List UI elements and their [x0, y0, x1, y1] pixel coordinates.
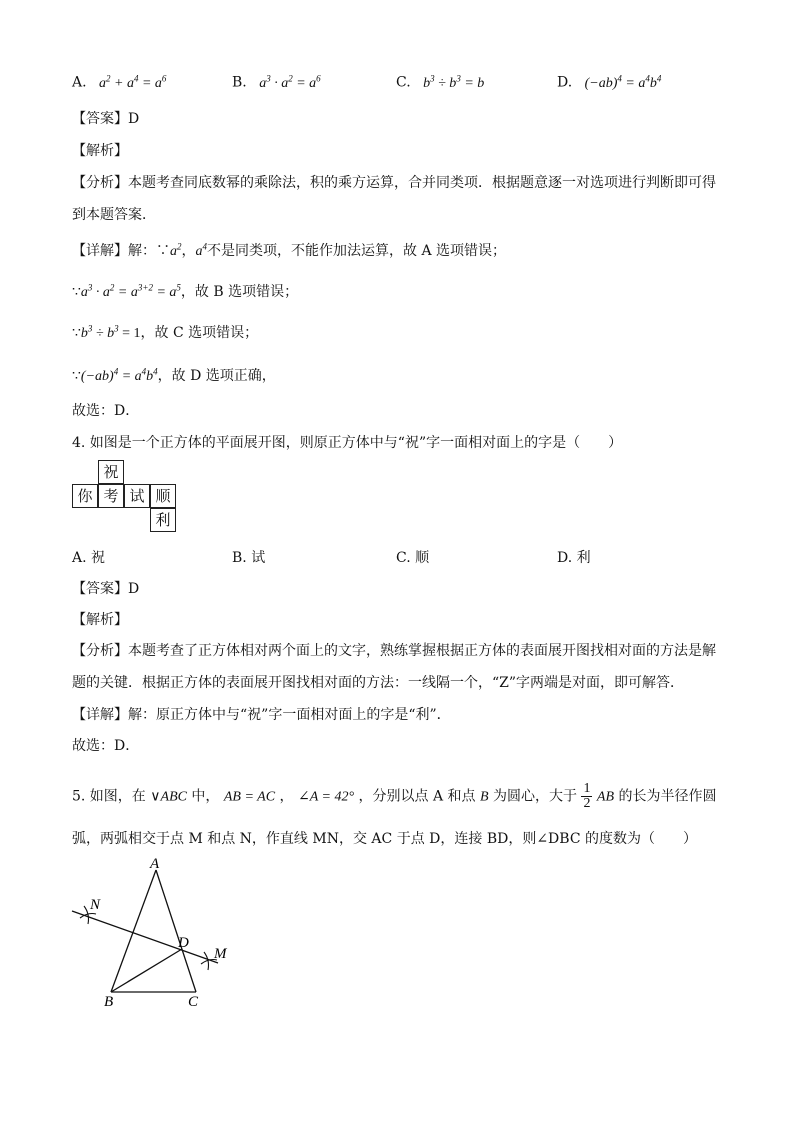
net-cell-row-2: 考 [98, 484, 124, 508]
q4-analysis-tag: 【解析】 [72, 612, 128, 628]
q5-stem-line2: 弧，两弧相交于点 M 和点 N，作直线 MN，交 AC 于点 D，连接 BD，则∠DBC 的度数为（ ） [72, 831, 697, 847]
q5-stem-line1: 5. 如图，在 ∨ABC 中， AB = AC ， ∠A = 42° ，分别以点 A 和点 B 为圆心，大于 1 2 AB 的长为半径作圆 [72, 781, 717, 811]
q4-stem: 4. 如图是一个正方体的平面展开图，则原正方体中与“祝”字一面相对面上的字是（ ） [72, 435, 623, 451]
q4-detail: 【详解】解：原正方体中与“祝”字一面相对面上的字是“利”． [72, 707, 451, 723]
q3-detail-b: $\because a^3 \cdot a^2 = a^{3+2} = a^5$，故 B 选项错误； [72, 282, 299, 300]
q3-detail-c: $\because b^3 \div b^3 = 1$，故 C 选项错误； [72, 323, 259, 341]
net-cell-row-4: 顺 [150, 484, 176, 508]
q3-option-b: B. $a^3 \cdot a^2 = a^6$ [232, 73, 321, 91]
label-n: N [90, 897, 101, 913]
q4-conclusion: 故选：D． [72, 738, 140, 754]
label-b: B [104, 994, 114, 1010]
q3-detail-d: $\because(-ab)^4 = a^4b^4$，故 D 选项正确， [72, 366, 276, 384]
triangle-figure [66, 854, 236, 1014]
net-cell-bottom: 利 [150, 508, 176, 532]
line-mn [72, 911, 218, 963]
net-cell-row-3: 试 [124, 484, 150, 508]
q4-answer: 【答案】D [72, 581, 140, 597]
q3-option-c: C. $b^3 \div b^3 = b$ [396, 73, 485, 91]
q4-option-d: D. 利 [557, 550, 591, 566]
q3-conclusion: 故选：D． [72, 403, 140, 419]
q3-fenxi-line1: 【分析】本题考查同底数幂的乘除法，积的乘方运算，合并同类项．根据题意逐一对选项进行判断即可得 [72, 175, 716, 191]
cube-net-figure [72, 460, 182, 538]
q4-option-a: A. 祝 [72, 550, 106, 566]
q4-fenxi-line1: 【分析】本题考查了正方体相对两个面上的文字，熟练掌握根据正方体的表面展开图找相对面的方法是解 [72, 643, 716, 659]
side-ac [156, 870, 196, 992]
label-a: A [150, 856, 160, 872]
side-ab [111, 870, 156, 992]
net-cell-top: 祝 [98, 460, 124, 484]
q3-detail-a: 【详解】解：$\because a^2$，$a^4$不是同类项，不能作加法运算，故 A 选项错误； [72, 241, 507, 259]
q4-option-b: B. 试 [232, 550, 266, 566]
segment-bd [111, 949, 182, 992]
net-cell-row-1: 你 [72, 484, 98, 508]
q3-fenxi-line2: 到本题答案． [72, 207, 156, 223]
q3-analysis-tag: 【解析】 [72, 143, 128, 159]
q3-answer: 【答案】D [72, 111, 140, 127]
label-m: M [214, 946, 227, 962]
q4-option-c: C. 顺 [396, 550, 430, 566]
label-c: C [188, 994, 199, 1010]
q3-option-a: A. $a^2 + a^4 = a^6$ [72, 73, 167, 91]
q3-option-d: D. $(-ab)^4 = a^4b^4$ [557, 73, 662, 91]
q4-fenxi-line2: 题的关键．根据正方体的表面展开图找相对面的方法：一线隔一个，“Z”字两端是对面，即可解答． [72, 675, 685, 691]
label-d: D [178, 935, 189, 951]
